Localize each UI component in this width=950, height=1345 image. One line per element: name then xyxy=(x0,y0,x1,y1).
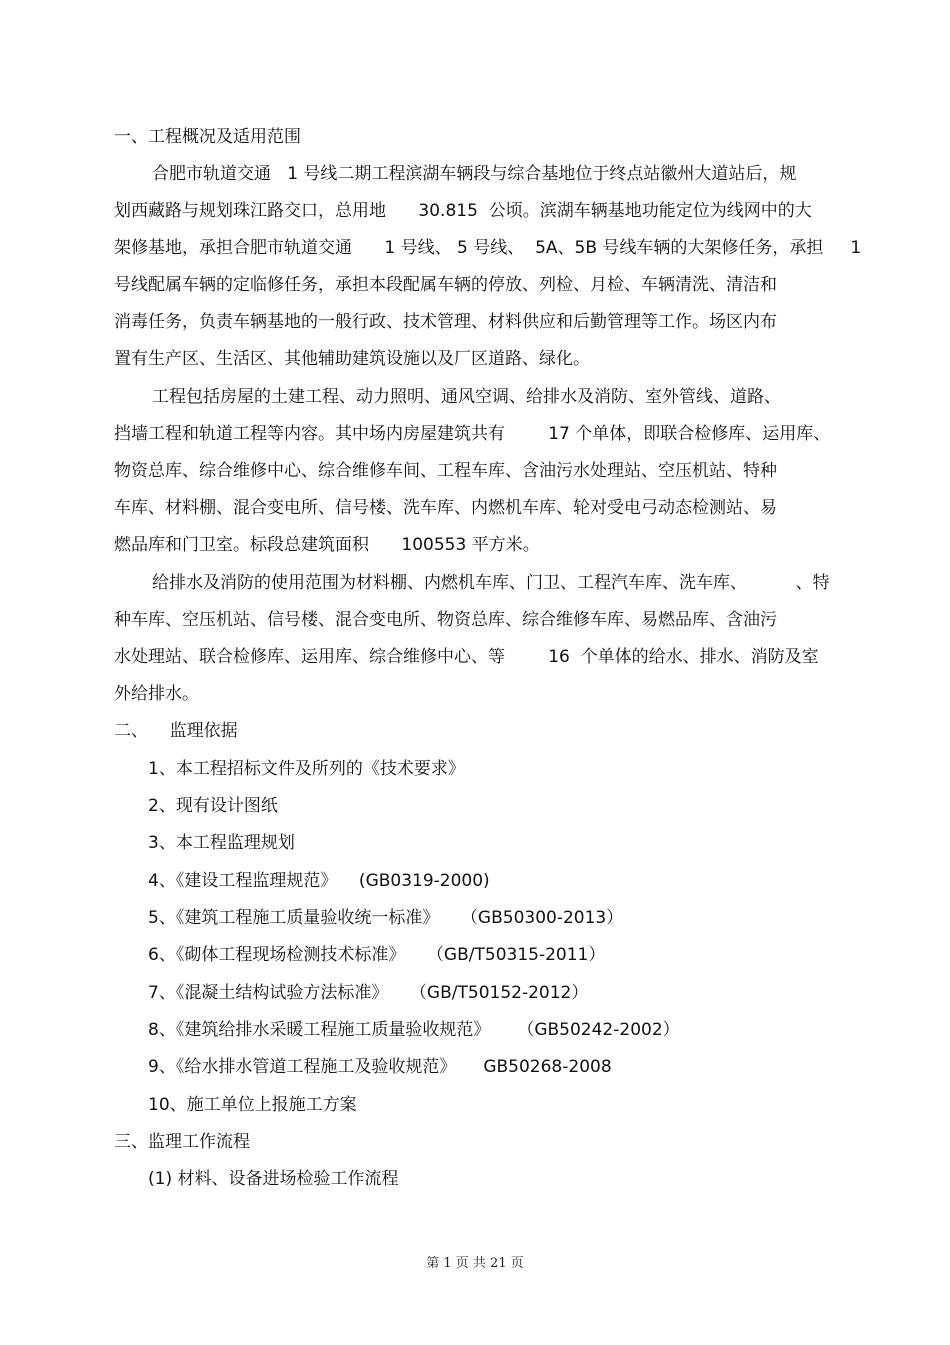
basis-item: 4、《建设工程监理规范》 (GB0319-2000) xyxy=(148,871,490,891)
paragraph-3-line: 给排水及消防的使用范围为材料棚、内燃机车库、门卫、工程汽车库、洗车库、 、特 xyxy=(152,573,830,593)
basis-item: 2、现有设计图纸 xyxy=(148,796,278,816)
paragraph-2-line: 挡墙工程和轨道工程等内容。其中场内房屋建筑共有 17 个单体，即联合检修库、运用库、 xyxy=(114,424,831,444)
basis-item: 5、《建筑工程施工质量验收统一标准》 （GB50300-2013） xyxy=(148,908,624,928)
paragraph-2-line: 燃品库和门卫室。标段总建筑面积 100553 平方米。 xyxy=(114,535,540,555)
paragraph-1-line: 架修基地，承担合肥市轨道交通 1 号线、 5 号线、 5A、5B 号线车辆的大架修任务，承担 1 xyxy=(114,238,862,258)
paragraph-1-line: 号线配属车辆的定临修任务，承担本段配属车辆的停放、列检、月检、车辆清洗、清洁和 xyxy=(114,275,777,295)
basis-item: 10、施工单位上报施工方案 xyxy=(148,1095,357,1115)
paragraph-1-line: 划西藏路与规划珠江路交口，总用地 30.815 公顷。滨湖车辆基地功能定位为线网中的大 xyxy=(114,201,812,221)
paragraph-1-line: 合肥市轨道交通 1 号线二期工程滨湖车辆段与综合基地位于终点站徽州大道站后，规 xyxy=(152,164,797,184)
basis-item: 8、《建筑给排水采暖工程施工质量验收规范》 （GB50242-2002） xyxy=(148,1020,680,1040)
basis-item: 6、《砌体工程现场检测技术标准》 （GB/T50315-2011） xyxy=(148,945,606,965)
paragraph-2-line: 工程包括房屋的土建工程、动力照明、通风空调、给排水及消防、室外管线、道路、 xyxy=(152,387,781,407)
paragraph-3-line: 水处理站、联合检修库、运用库、综合维修中心、等 16 个单体的给水、排水、消防及室 xyxy=(114,647,819,667)
basis-item: 3、本工程监理规划 xyxy=(148,833,295,853)
paragraph-1-line: 置有生产区、生活区、其他辅助建筑设施以及厂区道路、绿化。 xyxy=(114,349,590,369)
paragraph-3-line: 外给排水。 xyxy=(114,684,199,704)
basis-item: 9、《给水排水管道工程施工及验收规范》 GB50268-2008 xyxy=(148,1057,612,1077)
paragraph-2-line: 车库、材料棚、混合变电所、信号楼、洗车库、内燃机车库、轮对受电弓动态检测站、易 xyxy=(114,498,777,518)
page-footer: 第 1 页 共 21 页 xyxy=(426,1256,524,1271)
section-3-heading: 三、监理工作流程 xyxy=(114,1132,250,1152)
basis-item: 7、《混凝土结构试验方法标准》 （GB/T50152-2012） xyxy=(148,983,589,1003)
section-2-heading: 二、 监理依据 xyxy=(114,721,238,741)
section-3-subheading: (1) 材料、设备进场检验工作流程 xyxy=(148,1169,399,1189)
section-1-heading: 一、工程概况及适用范围 xyxy=(114,127,301,147)
paragraph-1-line: 消毒任务，负责车辆基地的一般行政、技术管理、材料供应和后勤管理等工作。场区内布 xyxy=(114,312,777,332)
basis-item: 1、本工程招标文件及所列的《技术要求》 xyxy=(148,759,465,779)
paragraph-2-line: 物资总库、综合维修中心、综合维修车间、工程车库、含油污水处理站、空压机站、特种 xyxy=(114,461,777,481)
paragraph-3-line: 种车库、空压机站、信号楼、混合变电所、物资总库、综合维修车库、易燃品库、含油污 xyxy=(114,610,777,630)
